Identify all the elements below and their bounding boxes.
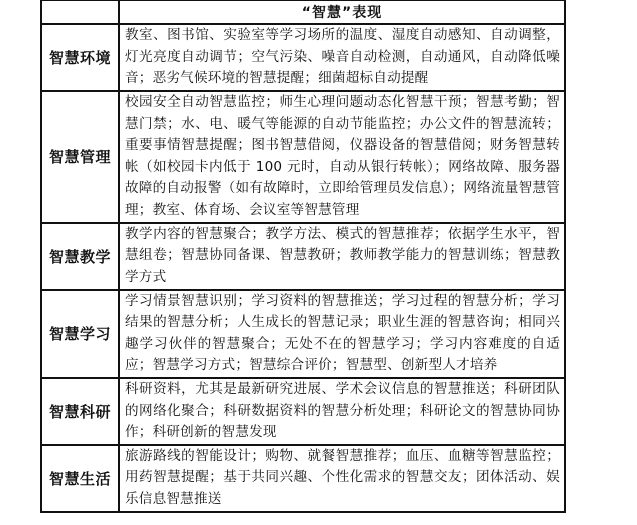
category-cell: 智慧管理 [41,91,119,223]
category-cell: 智慧生活 [41,445,119,512]
category-cell: 智慧科研 [41,378,119,445]
table-row [41,290,565,378]
category-cell: 智慧学习 [41,290,119,378]
header-category-cell [41,0,119,24]
table-row [41,91,565,223]
smart-campus-table [40,0,566,513]
table-header-row [41,0,565,24]
table-row [41,378,565,445]
description-cell: 科研资料，尤其是最新研究进展、学术会议信息的智慧推送；科研团队的网络化聚合；科研数据资料的智慧分析处理；科研论文的智慧协同协作；科研创新的智慧发现 [119,378,565,445]
table-row [41,24,565,91]
description-cell: 教学内容的智慧聚合；教学方法、模式的智慧推荐；依据学生水平，智慧组卷；智慧协同备课、智慧教研；教师教学能力的智慧训练；智慧教学方式 [119,223,565,290]
category-cell: 智慧教学 [41,223,119,290]
table-row [41,223,565,290]
description-cell: 学习情景智慧识别；学习资料的智慧推送；学习过程的智慧分析；学习结果的智慧分析；人生成长的智慧记录；职业生涯的智慧咨询；相同兴趣学习伙伴的智慧聚合；无处不在的智慧学习；学习内容难度的自适应；智慧学习方式；智慧综合评价；智慧型、创新型人才培养 [119,290,565,378]
category-cell: 智慧环境 [41,24,119,91]
description-cell: 校园安全自动智慧监控；师生心理问题动态化智慧干预；智慧考勤；智慧门禁；水、电、暖气等能源的自动节能监控；办公文件的智慧流转；重要事情智慧提醒；图书智慧借阅，仪器设备的智慧借阅；财务智慧转帐（如校园卡内低于 100 元时，自动从银行转帐）；网络故障、服务器故障的自动报警（如有故障时，立即给管理员发信息）；网络流量智慧管理；教室、体育场、会议室等智慧管理 [119,91,565,223]
header-description-cell: “智慧”表现 [119,0,565,24]
description-cell: 旅游路线的智能设计；购物、就餐智慧推荐；血压、血糖等智慧监控；用药智慧提醒；基于共同兴趣、个性化需求的智慧交友；团体活动、娱乐信息智慧推送 [119,445,565,512]
description-cell: 教室、图书馆、实验室等学习场所的温度、湿度自动感知、自动调整，灯光亮度自动调节；空气污染、噪音自动检测，自动通风，自动降低噪音；恶劣气候环境的智慧提醒；细菌超标自动提醒 [119,24,565,91]
table-row [41,445,565,512]
